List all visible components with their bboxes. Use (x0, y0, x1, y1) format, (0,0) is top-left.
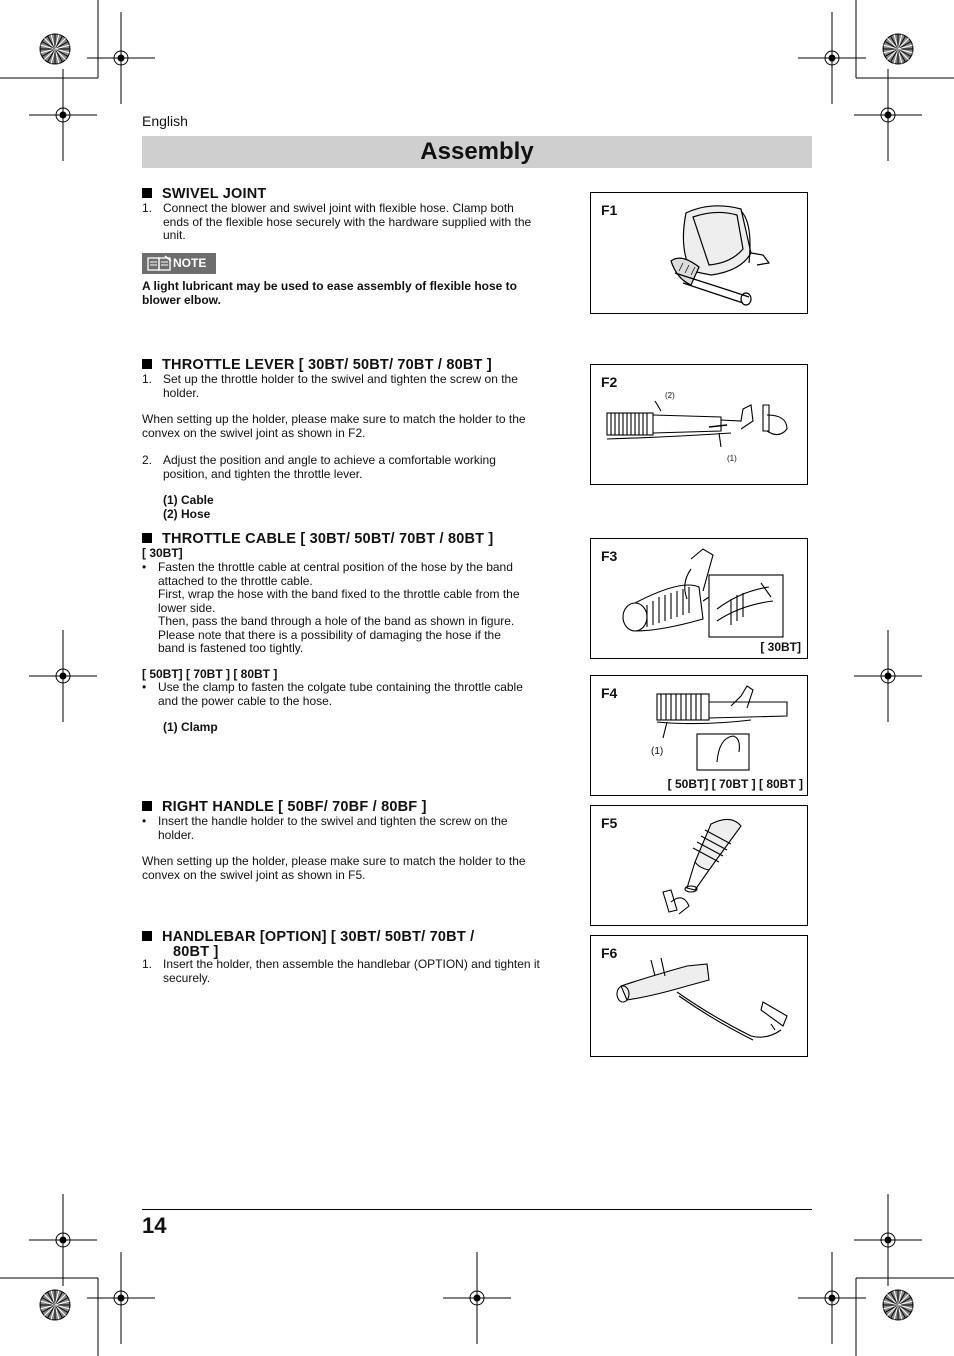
throttle-cable-clamp-illustration (591, 676, 807, 795)
figure-f3 (590, 538, 808, 659)
figure-f1 (590, 192, 808, 314)
figure-caption: [ 50BT] [ 70BT ] [ 80BT ] (667, 777, 803, 791)
throttle-cable-band-illustration (591, 539, 807, 658)
throttle-lever-step-2: 2. Adjust the position and angle to achieve a comfortable working position, and tighten the throttle lever. (142, 453, 496, 481)
section-title-handlebar: HANDLEBAR [OPTION] [ 30BT/ 50BT/ 70BT / 80BT ] (142, 929, 474, 960)
callout-hose: (2) (665, 391, 675, 400)
callout-clamp: (1) (651, 746, 664, 757)
page-title: Assembly (142, 136, 812, 168)
section-title-right-handle: RIGHT HANDLE [ 50BF/ 70BF / 80BF ] (142, 799, 427, 815)
throttle-cable-model-30bt: [ 30BT] (142, 546, 183, 560)
handlebar-illustration (591, 936, 807, 1056)
callout-cable: (1) (727, 454, 737, 463)
footer-rule (142, 1209, 812, 1210)
throttle-cable-instructions-50-70-80: • Use the clamp to fasten the colgate tube containing the throttle cable and the power cable to the hose. (142, 680, 523, 708)
note-badge: NOTE (142, 253, 216, 274)
figure-label: F1 (601, 202, 618, 218)
figure-label: F3 (601, 548, 618, 564)
figure-f2 (590, 364, 808, 485)
throttle-lever-legend: (1) Cable (2) Hose (163, 493, 214, 521)
figure-f5 (590, 805, 808, 926)
figure-f4 (590, 675, 808, 796)
figure-label: F6 (601, 945, 618, 961)
throttle-lever-step-1: 1. Set up the throttle holder to the swivel and tighten the screw on the holder. (142, 372, 518, 400)
note-text: A light lubricant may be used to ease assembly of flexible hose to blower elbow. (142, 279, 517, 307)
handlebar-step-1: 1. Insert the holder, then assemble the handlebar (OPTION) and tighten it securely. (142, 957, 540, 985)
figure-f6 (590, 935, 808, 1057)
figure-label: F2 (601, 374, 618, 390)
section-title-swivel-joint: SWIVEL JOINT (142, 186, 266, 202)
language-label: English (142, 113, 188, 129)
section-title-throttle-lever: THROTTLE LEVER [ 30BT/ 50BT/ 70BT / 80BT ] (142, 357, 492, 373)
throttle-cable-models-50-70-80: [ 50BT] [ 70BT ] [ 80BT ] (142, 667, 278, 681)
swivel-step-1: 1. Connect the blower and swivel joint with flexible hose. Clamp both ends of the flexible hose securely with the hardware supplied with the unit. (142, 201, 532, 242)
note-book-icon (147, 255, 173, 272)
throttle-cable-legend: (1) Clamp (163, 720, 218, 734)
right-handle-paragraph: When setting up the holder, please make sure to match the holder to the convex on the swivel joint as shown in F5. (142, 854, 526, 882)
right-handle-instructions: • Insert the handle holder to the swivel and tighten the screw on the holder. (142, 814, 508, 842)
figure-label: F5 (601, 815, 618, 831)
throttle-lever-paragraph: When setting up the holder, please make sure to match the holder to the convex on the swivel joint as shown in F2. (142, 412, 526, 440)
figure-caption: [ 30BT] (760, 640, 801, 654)
throttle-cable-instructions-30bt: • Fasten the throttle cable at central position of the hose by the band attached to the throttle cable. First, wrap the hose with the band fixed to the throttle cable from the lower side. Then, pass the band through a hole of the band as shown in figure. Please note that there is a possibility of damaging the hose if the band is fastened too tightly. (142, 560, 520, 655)
figure-label: F4 (601, 685, 618, 701)
right-handle-illustration (591, 806, 807, 925)
throttle-lever-illustration (591, 365, 807, 484)
page-number: 14 (142, 1213, 167, 1238)
backpack-blower-illustration (591, 193, 807, 313)
section-title-throttle-cable: THROTTLE CABLE [ 30BT/ 50BT/ 70BT / 80BT ] (142, 531, 493, 547)
